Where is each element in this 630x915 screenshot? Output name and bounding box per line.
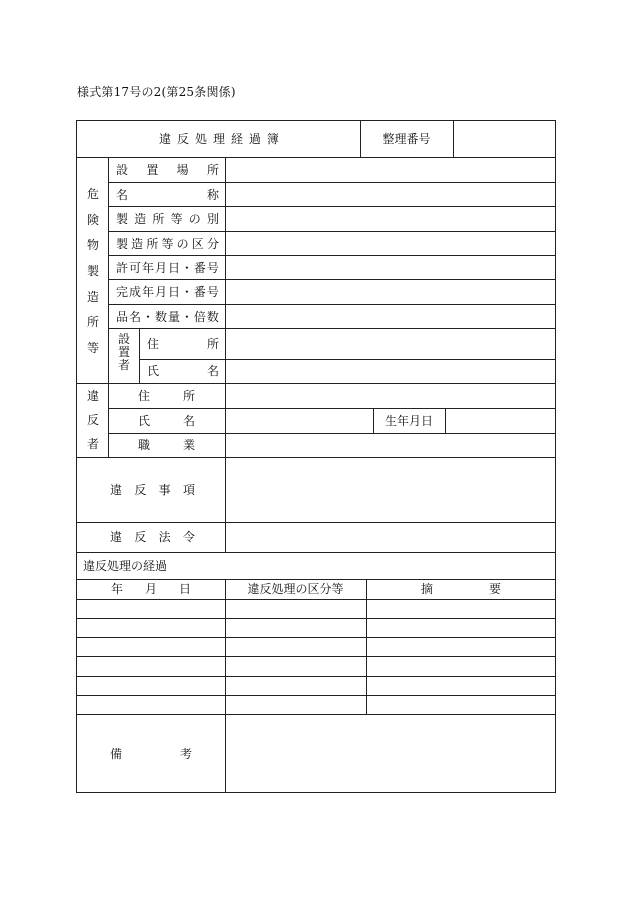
remarks-field[interactable]	[226, 715, 555, 792]
occupation-field[interactable]	[226, 434, 555, 457]
violator-address-field[interactable]	[226, 384, 555, 408]
installation-location-field[interactable]	[226, 158, 555, 182]
form-title: 違 反 処 理 経 過 簿	[159, 132, 279, 146]
rule-law-end	[77, 552, 555, 553]
rule-history-row-1	[77, 618, 555, 619]
rule-group-label-column	[108, 157, 109, 457]
label-permit-date-number: 許 可 年 月 日 ・ 番 号	[116, 261, 219, 275]
item-quantity-multiple-field[interactable]	[226, 305, 555, 328]
form-caption: 様式第17号の2(第25条関係)	[77, 85, 236, 99]
label-item-quantity-multiple: 品 名 ・ 数 量 ・ 倍 数	[116, 310, 219, 324]
rule-history-row-3	[77, 656, 555, 657]
label-owner-address: 住 所	[147, 337, 219, 351]
label-installation-location: 設 置 場 所	[116, 163, 219, 177]
owner-group-label: 設置者	[118, 332, 131, 372]
history-column-date: 年 月 日	[111, 582, 191, 596]
label-facility-type: 製 造 所 等 の 別	[116, 212, 219, 226]
owner-address-field[interactable]	[226, 329, 555, 359]
label-violator-name: 氏 名	[138, 414, 195, 428]
label-owner-name: 氏 名	[147, 364, 219, 378]
label-violation-matter: 違 反 事 項	[110, 483, 195, 497]
completion-date-number-field[interactable]	[226, 280, 555, 304]
birthdate-field[interactable]	[446, 409, 555, 433]
rule-history-title-end	[77, 579, 555, 580]
permit-date-number-field[interactable]	[226, 256, 555, 279]
history-section-title: 違反処理の経過	[83, 559, 168, 573]
rule-history-row-4	[77, 676, 555, 677]
facility-type-field[interactable]	[226, 207, 555, 231]
label-facility-name: 名 称	[116, 188, 219, 202]
facility-name-field[interactable]	[226, 183, 555, 206]
label-violator-address: 住 所	[138, 389, 195, 403]
label-occupation: 職 業	[138, 438, 195, 452]
reference-number-label: 整理番号	[382, 132, 431, 146]
violation-law-field[interactable]	[226, 523, 555, 552]
label-completion-date-number: 完 成 年 月 日 ・ 番 号	[116, 285, 219, 299]
label-violation-law: 違 反 法 令	[110, 530, 195, 544]
reference-number-field[interactable]	[454, 122, 554, 156]
rule-history-header-end	[77, 599, 555, 600]
violation-record-form	[76, 120, 556, 793]
violator-name-field[interactable]	[226, 409, 373, 433]
rule-history-row-2	[77, 637, 555, 638]
facility-category-field[interactable]	[226, 232, 555, 255]
violator-group-label: 違 反 者	[86, 389, 99, 451]
violation-matter-field[interactable]	[226, 458, 555, 522]
history-column-summary: 摘 要	[421, 582, 501, 596]
label-facility-category: 製 造 所 等 の 区 分	[116, 237, 219, 251]
facility-group-label: 危 険 物 製 造 所 等	[86, 187, 99, 355]
rule-history-row-5	[77, 695, 555, 696]
history-column-category: 違反処理の区分等	[247, 582, 344, 596]
rule-history-column-2	[366, 579, 367, 714]
label-remarks: 備 考	[110, 747, 192, 761]
owner-name-field[interactable]	[226, 360, 555, 383]
rule-owner-column	[139, 328, 140, 383]
label-birthdate: 生年月日	[384, 414, 433, 428]
